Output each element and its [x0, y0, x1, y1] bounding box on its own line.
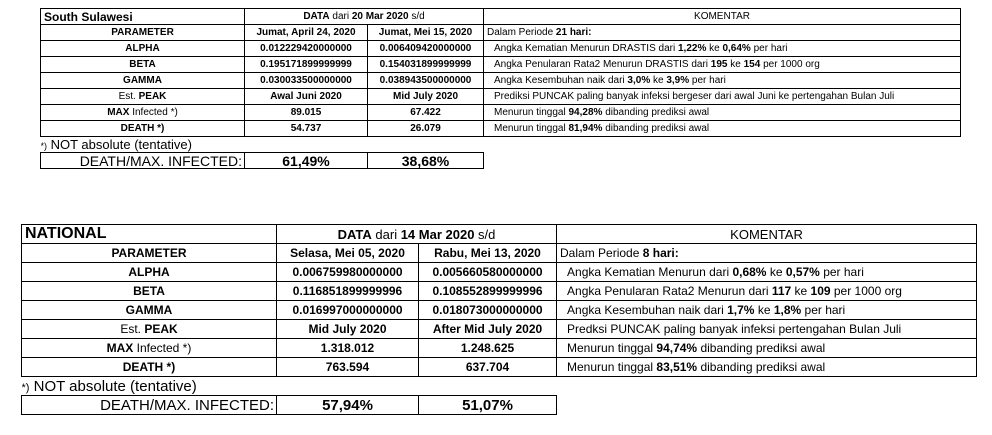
param-label: DEATH *)	[22, 358, 277, 377]
comment-cell: Menurun tinggal 83,51% dibanding prediksi awal	[557, 358, 977, 377]
param-label: GAMMA	[41, 73, 245, 89]
value-cell: 0.016997000000000	[277, 301, 419, 320]
data-range-header: DATA dari 20 Mar 2020 s/d	[245, 9, 484, 25]
period-text: Dalam Periode 8 hari:	[557, 244, 977, 263]
value-cell: 0.116851899999996	[277, 282, 419, 301]
value-cell: Awal Juni 2020	[245, 89, 368, 105]
parameter-header: PARAMETER	[22, 244, 277, 263]
data-range-header: DATA dari 14 Mar 2020 s/d	[277, 225, 557, 244]
comment-cell: Angka Kematian Menurun dari 0,68% ke 0,57% per hari	[557, 263, 977, 282]
param-label: BETA	[22, 282, 277, 301]
table-row	[41, 57, 961, 73]
table-row	[22, 301, 977, 320]
ratio-value: 51,07%	[419, 396, 557, 415]
ratio-row	[41, 153, 961, 169]
table-row	[41, 89, 961, 105]
value-cell: 1.248.625	[419, 339, 557, 358]
param-label: DEATH *)	[41, 121, 245, 137]
comment-cell: Angka Penularan Rata2 Menurun dari 117 ke 109 per 1000 org	[557, 282, 977, 301]
value-cell: 67.422	[368, 105, 484, 121]
value-cell: 0.006409420000000	[368, 41, 484, 57]
value-cell: Mid July 2020	[368, 89, 484, 105]
ratio-label: DEATH/MAX. INFECTED:	[22, 396, 277, 415]
ratio-value: 61,49%	[245, 153, 368, 169]
param-label: Est. PEAK	[41, 89, 245, 105]
tentative-note: *) NOT absolute (tentative)	[40, 137, 192, 152]
region-title: NATIONAL	[22, 225, 277, 244]
param-label: ALPHA	[22, 263, 277, 282]
value-cell: 1.318.012	[277, 339, 419, 358]
param-label: ALPHA	[41, 41, 245, 57]
param-label: Est. PEAK	[22, 320, 277, 339]
param-label: MAX Infected *)	[22, 339, 277, 358]
value-cell: 0.038943500000000	[368, 73, 484, 89]
value-cell: 637.704	[419, 358, 557, 377]
table-row	[41, 121, 961, 137]
note-row	[22, 377, 977, 396]
table-row	[22, 263, 977, 282]
value-cell: 0.006759980000000	[277, 263, 419, 282]
comment-cell: Angka Penularan Rata2 Menurun DRASTIS dari 195 ke 154 per 1000 org	[484, 57, 961, 73]
comment-cell: Menurun tinggal 81,94% dibanding prediksi awal	[484, 121, 961, 137]
header-row	[41, 9, 961, 25]
comment-cell: Angka Kesembuhan naik dari 1,7% ke 1,8% per hari	[557, 301, 977, 320]
param-label: MAX Infected *)	[41, 105, 245, 121]
note-row	[41, 137, 961, 153]
table-row	[22, 358, 977, 377]
table-row	[22, 320, 977, 339]
value-cell: 89.015	[245, 105, 368, 121]
date-col-1: Selasa, Mei 05, 2020	[277, 244, 419, 263]
period-text: Dalam Periode 21 hari:	[484, 25, 961, 41]
ratio-value: 38,68%	[368, 153, 484, 169]
comment-cell: Menurun tinggal 94,74% dibanding prediksi awal	[557, 339, 977, 358]
param-label: GAMMA	[22, 301, 277, 320]
tentative-note: *) NOT absolute (tentative)	[21, 377, 197, 395]
comment-cell: Angka Kematian Menurun DRASTIS dari 1,22% ke 0,64% per hari	[484, 41, 961, 57]
value-cell: 0.154031899999999	[368, 57, 484, 73]
table-row	[22, 339, 977, 358]
date-col-2: Rabu, Mei 13, 2020	[419, 244, 557, 263]
comment-cell: Prediksi PUNCAK paling banyak infeksi bergeser dari awal Juni ke pertengahan Bulan Juli	[484, 89, 961, 105]
parameter-header: PARAMETER	[41, 25, 245, 41]
date-col-1: Jumat, April 24, 2020	[245, 25, 368, 41]
param-label: BETA	[41, 57, 245, 73]
value-cell: 763.594	[277, 358, 419, 377]
value-cell: 0.030033500000000	[245, 73, 368, 89]
table-row	[41, 105, 961, 121]
table-row	[41, 41, 961, 57]
comment-cell: Angka Kesembuhan naik dari 3,0% ke 3,9% per hari	[484, 73, 961, 89]
region-title: South Sulawesi	[41, 9, 245, 25]
value-cell: 0.005660580000000	[419, 263, 557, 282]
comment-cell: Menurun tinggal 94,28% dibanding prediksi awal	[484, 105, 961, 121]
value-cell: 54.737	[245, 121, 368, 137]
date-col-2: Jumat, Mei 15, 2020	[368, 25, 484, 41]
table-row	[41, 73, 961, 89]
column-header-row	[22, 244, 977, 263]
column-header-row	[41, 25, 961, 41]
south-sulawesi-table	[40, 8, 961, 169]
table-row	[22, 282, 977, 301]
value-cell: 0.195171899999999	[245, 57, 368, 73]
ratio-row	[22, 396, 977, 415]
komentar-header: KOMENTAR	[557, 225, 977, 244]
value-cell: 0.012229420000000	[245, 41, 368, 57]
value-cell: After Mid July 2020	[419, 320, 557, 339]
ratio-label: DEATH/MAX. INFECTED:	[41, 153, 245, 169]
national-table	[21, 224, 977, 415]
ratio-value: 57,94%	[277, 396, 419, 415]
comment-cell: Predksi PUNCAK paling banyak infeksi pertengahan Bulan Juli	[557, 320, 977, 339]
komentar-header: KOMENTAR	[484, 9, 961, 25]
value-cell: 0.108552899999996	[419, 282, 557, 301]
header-row	[22, 225, 977, 244]
value-cell: 26.079	[368, 121, 484, 137]
value-cell: Mid July 2020	[277, 320, 419, 339]
value-cell: 0.018073000000000	[419, 301, 557, 320]
